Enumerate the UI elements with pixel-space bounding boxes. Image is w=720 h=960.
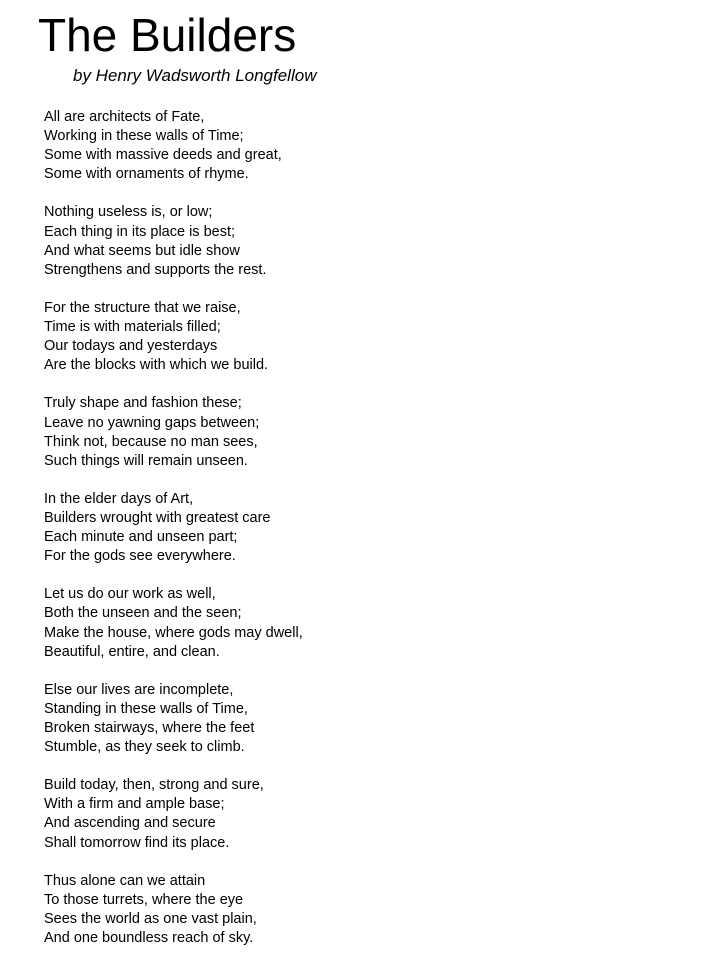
poem-line: Time is with materials filled; [44, 319, 221, 336]
poem-byline: by Henry Wadsworth Longfellow [73, 66, 317, 85]
poem-line: And what seems but idle show [44, 242, 240, 259]
stanza [44, 776, 303, 852]
stanza [44, 872, 303, 948]
poem-line: For the gods see everywhere. [44, 548, 236, 565]
poem-line: Nothing useless is, or low; [44, 204, 213, 221]
stanza [44, 394, 303, 470]
poem-line: Think not, because no man sees, [44, 433, 258, 450]
stanza [44, 585, 303, 661]
poem-line: Builders wrought with greatest care [44, 509, 271, 526]
poem-line: Our todays and yesterdays [44, 338, 218, 355]
poem-line: For the structure that we raise, [44, 299, 241, 316]
poem-line: And one boundless reach of sky. [44, 930, 254, 947]
poem-line: Each thing in its place is best; [44, 223, 236, 240]
poem-title: The Builders [38, 9, 297, 61]
stanza [44, 299, 303, 375]
poem-line: To those turrets, where the eye [44, 891, 244, 908]
poem-line: All are architects of Fate, [44, 109, 205, 125]
poem-line: Such things will remain unseen. [44, 452, 248, 469]
poem-line: Else our lives are incomplete, [44, 681, 234, 698]
poem-body [44, 108, 303, 948]
poem-line: Some with massive deeds and great, [44, 147, 282, 164]
stanza [44, 203, 303, 279]
poem-line: Shall tomorrow find its place. [44, 834, 230, 851]
poem-line: Each minute and unseen part; [44, 529, 238, 546]
poem-line: Working in these walls of Time; [44, 128, 244, 145]
poem-line: Beautiful, entire, and clean. [44, 643, 220, 660]
poem-line: With a firm and ample base; [44, 796, 225, 813]
stanza [44, 681, 303, 757]
poem-line: Let us do our work as well, [44, 586, 216, 603]
poem-line: Some with ornaments of rhyme. [44, 166, 249, 183]
poem-line: In the elder days of Art, [44, 490, 194, 507]
stanza [44, 490, 303, 566]
poem-line: Both the unseen and the seen; [44, 605, 242, 622]
poem-line: Sees the world as one vast plain, [44, 910, 257, 927]
poem-line: Are the blocks with which we build. [44, 357, 269, 374]
poem-line: Truly shape and fashion these; [44, 395, 242, 412]
poem-line: Thus alone can we attain [44, 872, 206, 889]
poem-line: Stumble, as they seek to climb. [44, 739, 245, 756]
stanza [44, 108, 303, 184]
poem-line: Build today, then, strong and sure, [44, 777, 264, 794]
poem-line: And ascending and secure [44, 815, 216, 832]
poem-line: Broken stairways, where the feet [44, 720, 255, 736]
poem-line: Standing in these walls of Time, [44, 700, 248, 717]
poem-line: Strengthens and supports the rest. [44, 261, 267, 278]
poem-line: Make the house, where gods may dwell, [44, 624, 303, 641]
poem-line: Leave no yawning gaps between; [44, 414, 260, 431]
